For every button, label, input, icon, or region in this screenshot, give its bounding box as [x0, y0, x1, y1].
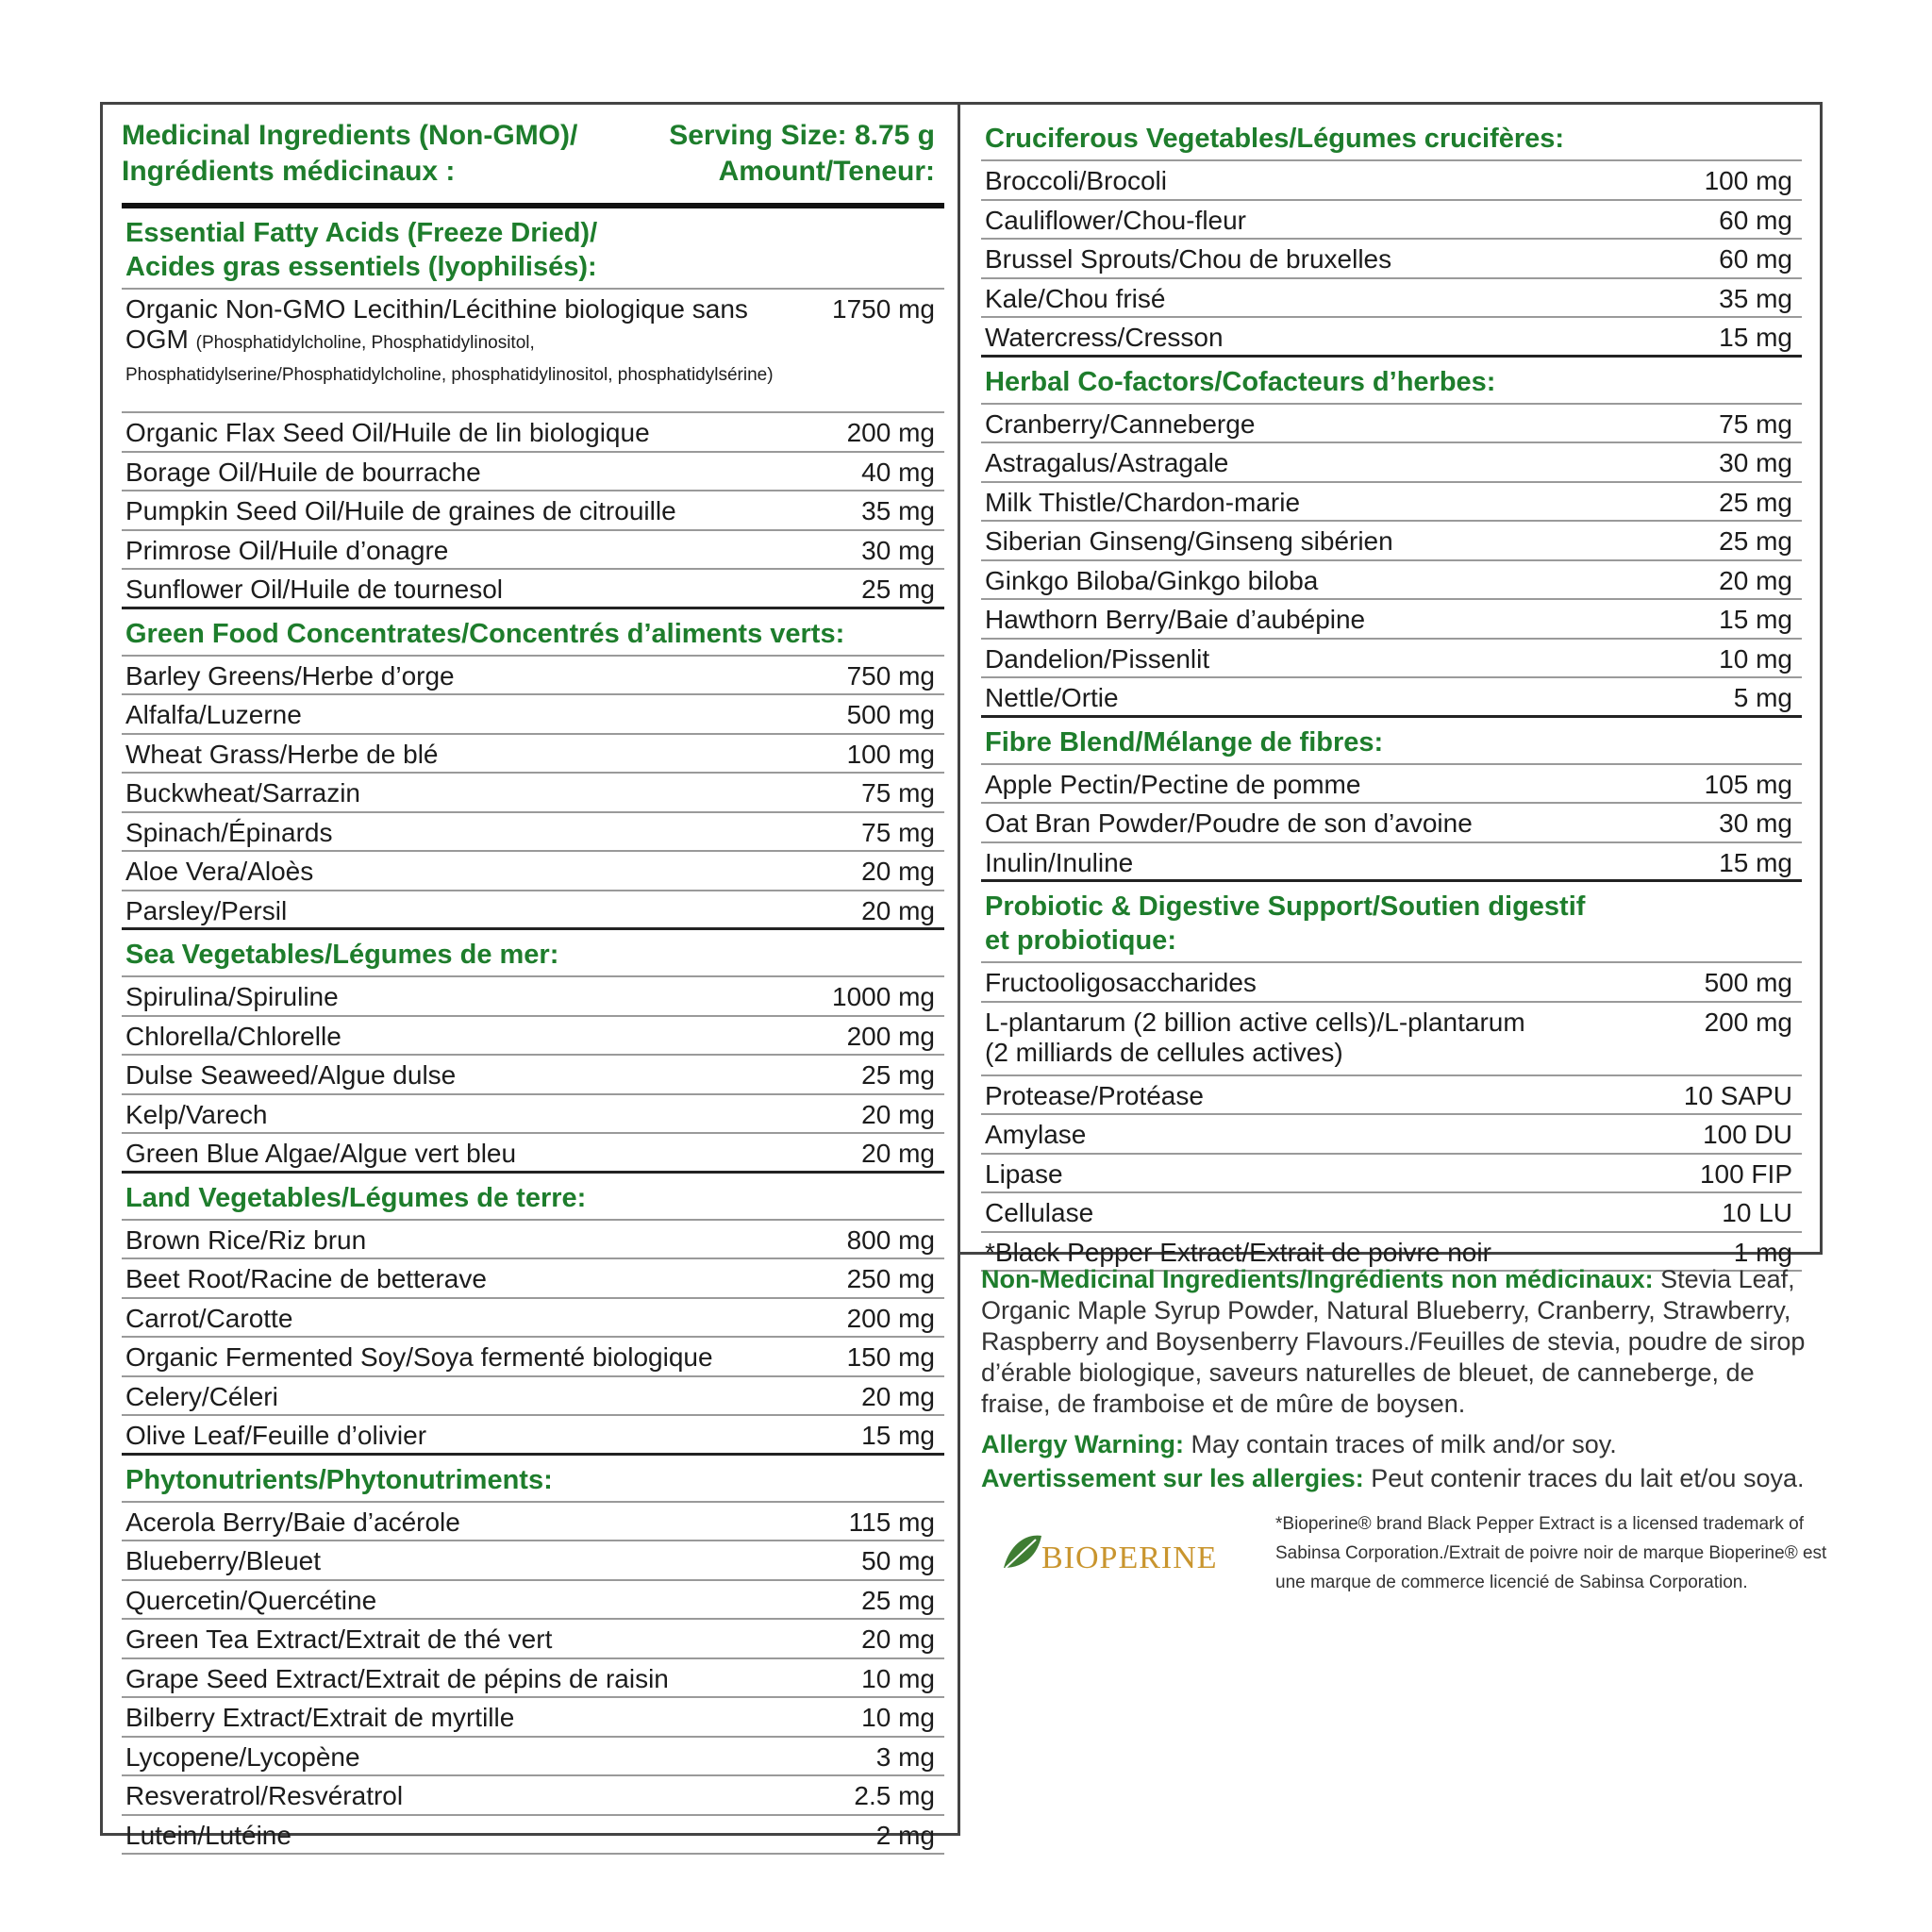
ingredient-amount: 2 mg	[875, 1820, 935, 1850]
ingredient-amount: 5 mg	[1733, 683, 1792, 712]
table-title: Medicinal Ingredients (Non-GMO)/ Ingrédients médicinaux :	[122, 120, 578, 187]
ingredient-name: Kale/Chou frisé	[985, 283, 1166, 313]
ingredient-name: Ginkgo Biloba/Ginkgo biloba	[985, 565, 1319, 595]
ingredient-row	[122, 813, 944, 853]
ingredient-name: Cranberry/Canneberge	[985, 408, 1256, 439]
ingredient-row	[981, 240, 1802, 279]
ingredient-name: Grape Seed Extract/Extrait de pépins de raisin	[125, 1663, 669, 1693]
ingredient-name: Milk Thistle/Chardon-marie	[985, 487, 1301, 517]
ingredient-name: Quercetin/Quercétine	[125, 1585, 377, 1615]
bioperine-trademark-note: *Bioperine® brand Black Pepper Extract is a licensed trademark of Sabinsa Corporation./Extrait de poivre noir de marque Bioperine® est une marque de commerce licencié de Sabinsa Corporation.	[1275, 1514, 1827, 1592]
ingredient-amount: 1000 mg	[832, 982, 935, 1011]
ingredient-row	[122, 852, 944, 891]
ingredient-row	[122, 1541, 944, 1581]
serving-size: Serving Size: 8.75 g Amount/Teneur:	[669, 120, 935, 187]
ingredient-name: Astragalus/Astragale	[985, 448, 1229, 477]
bioperine-logo-text: BIOPERINE	[1041, 1541, 1218, 1575]
ingredient-name: Amylase	[985, 1120, 1087, 1149]
ingredient-name: Chlorella/Chlorelle	[125, 1021, 341, 1051]
ingredient-name: Primrose Oil/Huile d’onagre	[125, 535, 449, 565]
ingredient-amount: 15 mg	[1719, 605, 1792, 634]
ingredient-row	[981, 804, 1802, 843]
ingredient-amount: 25 mg	[861, 1585, 935, 1615]
ingredient-name: Beet Root/Racine de betterave	[125, 1264, 487, 1293]
ingredient-name: L-plantarum (2 billion active cells)/L-plantarum (2 milliards de cellules actives)	[985, 1007, 1525, 1067]
ingredient-amount: 30 mg	[861, 535, 935, 565]
ingredient-row	[122, 1581, 944, 1621]
ingredient-name: Organic Fermented Soy/Soya fermenté biologique	[125, 1342, 713, 1372]
ingredient-amount: 40 mg	[861, 457, 935, 487]
ingredient-name: Olive Leaf/Feuille d’olivier	[125, 1421, 427, 1450]
ingredient-amount: 150 mg	[846, 1342, 935, 1372]
ingredient-amount: 10 mg	[861, 1663, 935, 1693]
ingredient-amount: 115 mg	[848, 1507, 935, 1537]
ingredient-amount: 15 mg	[1719, 323, 1792, 352]
ingredient-amount: 25 mg	[861, 575, 935, 604]
ingredient-amount: 50 mg	[861, 1546, 935, 1575]
ingredient-name: Organic Non-GMO Lecithin/Lécithine biologique sans OGM (Phosphatidylcholine, Phosphatidylinositol, Phosphatidylserine/Phosphatidylcholine, phosphatidylinositol, phosphatidylsérine)	[125, 294, 774, 385]
ingredient-row	[122, 491, 944, 531]
ingredient-row	[981, 522, 1802, 561]
ingredient-name: *Black Pepper Extract/Extrait de poivre noir	[985, 1237, 1491, 1267]
ingredient-amount: 20 mg	[861, 1624, 935, 1654]
ingredient-amount: 20 mg	[861, 857, 935, 886]
ingredient-amount: 20 mg	[861, 895, 935, 925]
ingredient-amount: 20 mg	[1719, 565, 1792, 595]
section-heading-herbal: Herbal Co-factors/Cofacteurs d’herbes:	[981, 358, 1802, 405]
ingredient-amount: 2.5 mg	[854, 1781, 935, 1810]
ingredient-amount: 1750 mg	[832, 294, 935, 324]
ingredient-name: Inulin/Inuline	[985, 847, 1134, 877]
medicinal-ingredients-panel-continued	[960, 102, 1823, 1267]
ingredient-row	[122, 1299, 944, 1339]
ingredient-row	[122, 570, 944, 609]
ingredient-amount: 25 mg	[1719, 487, 1792, 517]
non-medicinal-text: Non-Medicinal Ingredients/Ingrédients non médicinaux: Stevia Leaf, Organic Maple Syrup Powder, Natural Blueberry, Cranberry, Strawberry, Raspberry and Boysenberry Flavours./Feuilles de stevia, poudre de sirop d’érable biologique, saveurs naturelles de bleuet, de canneberge, de fraise, de framboise et de mûre de boysen.	[981, 1265, 1806, 1418]
ingredient-row	[981, 483, 1802, 523]
ingredient-name: Sunflower Oil/Huile de tournesol	[125, 575, 503, 604]
ingredient-name: Alfalfa/Luzerne	[125, 700, 302, 729]
ingredient-row	[981, 1115, 1802, 1155]
ingredient-amount: 100 FIP	[1699, 1158, 1792, 1189]
ingredient-row	[981, 201, 1802, 241]
ingredient-name: Cellulase	[985, 1198, 1094, 1227]
ingredient-amount: 35 mg	[1719, 283, 1792, 313]
ingredient-amount: 200 mg	[846, 1021, 935, 1051]
section-heading-land-vegetables: Land Vegetables/Légumes de terre:	[122, 1174, 944, 1221]
ingredient-name: Apple Pectin/Pectine de pomme	[985, 769, 1361, 799]
ingredient-row	[122, 1095, 944, 1135]
ingredient-row	[122, 774, 944, 813]
ingredient-row	[981, 318, 1802, 358]
ingredient-amount: 200 mg	[1704, 1007, 1792, 1037]
ingredient-amount: 30 mg	[1719, 808, 1792, 838]
ingredient-row	[122, 1221, 944, 1260]
ingredient-name: Protease/Protéase	[985, 1080, 1204, 1110]
ingredient-name: Watercress/Cresson	[985, 323, 1224, 352]
ingredient-amount: 250 mg	[846, 1264, 935, 1293]
ingredient-amount: 25 mg	[1719, 526, 1792, 556]
ingredient-amount: 3 mg	[875, 1741, 935, 1772]
ingredient-amount: 500 mg	[1704, 968, 1792, 997]
ingredient-name: Spinach/Épinards	[125, 817, 333, 847]
ingredient-row	[981, 405, 1802, 444]
medicinal-ingredients-panel	[100, 102, 960, 1850]
ingredient-name: Siberian Ginseng/Ginseng sibérien	[985, 526, 1393, 556]
ingredient-amount: 105 mg	[1704, 769, 1792, 799]
ingredient-name: Green Tea Extract/Extrait de thé vert	[125, 1624, 553, 1654]
section-heading-cruciferous: Cruciferous Vegetables/Légumes crucifères:	[981, 105, 1802, 161]
ingredient-name: Carrot/Carotte	[125, 1303, 293, 1333]
ingredient-row	[981, 561, 1802, 601]
ingredient-name: Broccoli/Brocoli	[985, 166, 1167, 195]
ingredient-name: Oat Bran Powder/Poudre de son d’avoine	[985, 808, 1473, 838]
ingredient-name: Pumpkin Seed Oil/Huile de graines de citrouille	[125, 496, 676, 525]
ingredient-row	[122, 1416, 944, 1456]
ingredient-amount: 60 mg	[1719, 205, 1792, 235]
ingredient-row	[122, 1776, 944, 1816]
ingredient-amount: 200 mg	[846, 418, 935, 447]
ingredient-row	[122, 1017, 944, 1057]
ingredient-name: Resveratrol/Resvératrol	[125, 1781, 404, 1810]
ingredient-row	[981, 1003, 1802, 1076]
ingredient-row	[981, 161, 1802, 201]
ingredient-row	[981, 963, 1802, 1003]
ingredient-amount: 25 mg	[861, 1060, 935, 1090]
ingredient-name: Dulse Seaweed/Algue dulse	[125, 1060, 457, 1090]
ingredient-amount: 100 DU	[1703, 1120, 1792, 1149]
ingredient-amount: 100 mg	[846, 739, 935, 769]
ingredient-amount: 15 mg	[861, 1421, 935, 1450]
ingredient-row	[981, 600, 1802, 640]
ingredient-amount: 20 mg	[861, 1099, 935, 1129]
ingredient-amount: 800 mg	[846, 1224, 935, 1255]
ingredient-row	[981, 1193, 1802, 1233]
ingredient-row	[122, 1698, 944, 1738]
ingredient-amount: 75 mg	[1719, 408, 1792, 439]
non-medicinal-ingredients	[981, 1264, 1830, 1495]
ingredient-name: Nettle/Ortie	[985, 683, 1119, 712]
ingredient-row	[122, 735, 944, 774]
ingredient-name: Borage Oil/Huile de bourrache	[125, 457, 481, 487]
ingredient-name: Organic Flax Seed Oil/Huile de lin biologique	[125, 418, 650, 447]
ingredient-name: Buckwheat/Sarrazin	[125, 778, 361, 808]
ingredient-name: Brown Rice/Riz brun	[125, 1224, 367, 1255]
ingredient-row	[981, 1155, 1802, 1194]
ingredient-amount: 1 mg	[1733, 1237, 1792, 1267]
ingredient-row	[122, 1134, 944, 1174]
section-heading-essential-fatty-acids: Essential Fatty Acids (Freeze Dried)/ Acides gras essentiels (lyophilisés):	[122, 208, 944, 290]
ingredient-row	[981, 1076, 1802, 1116]
ingredient-amount: 10 mg	[1719, 643, 1792, 674]
ingredient-row	[122, 290, 944, 413]
ingredient-amount: 10 LU	[1722, 1198, 1792, 1227]
ingredient-amount: 10 mg	[861, 1703, 935, 1732]
ingredient-row	[122, 977, 944, 1017]
ingredient-row	[122, 453, 944, 492]
ingredient-name: Brussel Sprouts/Chou de bruxelles	[985, 244, 1392, 274]
ingredient-amount: 500 mg	[846, 700, 935, 729]
ingredient-amount: 75 mg	[861, 817, 935, 847]
ingredient-row	[122, 531, 944, 571]
ingredient-row	[122, 657, 944, 696]
ingredient-name: Acerola Berry/Baie d’acérole	[125, 1507, 460, 1537]
ingredient-row	[122, 1338, 944, 1377]
ingredient-row	[981, 765, 1802, 805]
ingredient-amount: 30 mg	[1719, 448, 1792, 477]
ingredient-amount: 35 mg	[861, 496, 935, 525]
ingredient-amount: 60 mg	[1719, 244, 1792, 274]
section-heading-probiotic: Probiotic & Digestive Support/Soutien digestif et probiotique:	[981, 882, 1802, 963]
ingredient-amount: 75 mg	[861, 778, 935, 808]
ingredient-row	[981, 279, 1802, 319]
section-heading-phytonutrients: Phytonutrients/Phytonutriments:	[122, 1456, 944, 1503]
ingredient-row	[122, 1659, 944, 1699]
ingredient-name: Spirulina/Spiruline	[125, 982, 339, 1011]
ingredient-name: Lipase	[985, 1158, 1063, 1189]
ingredient-row	[122, 1620, 944, 1659]
bioperine-logo	[998, 1526, 1264, 1579]
ingredient-name: Lycopene/Lycopène	[125, 1741, 360, 1772]
ingredient-row	[981, 443, 1802, 483]
ingredient-row	[122, 1816, 944, 1856]
section-heading-fibre: Fibre Blend/Mélange de fibres:	[981, 718, 1802, 765]
ingredient-amount: 750 mg	[846, 660, 935, 691]
ingredient-row	[981, 843, 1802, 883]
section-heading-green-food: Green Food Concentrates/Concentrés d’aliments verts:	[122, 609, 944, 657]
ingredient-row	[122, 1056, 944, 1095]
ingredient-amount: 100 mg	[1704, 166, 1792, 195]
ingredient-row	[122, 1738, 944, 1777]
ingredient-row	[981, 678, 1802, 718]
ingredient-name: Aloe Vera/Aloès	[125, 857, 314, 886]
ingredient-row	[122, 1503, 944, 1542]
ingredient-amount: 200 mg	[846, 1303, 935, 1333]
ingredient-row	[122, 1259, 944, 1299]
ingredient-name: Dandelion/Pissenlit	[985, 643, 1210, 674]
ingredient-name: Green Blue Algae/Algue vert bleu	[125, 1139, 517, 1168]
ingredient-amount: 15 mg	[1719, 847, 1792, 877]
ingredient-name: Lutein/Lutéine	[125, 1820, 291, 1850]
ingredient-name: Bilberry Extract/Extrait de myrtille	[125, 1703, 515, 1732]
ingredient-row	[122, 1377, 944, 1417]
allergy-warning: Allergy Warning: May contain traces of milk and/or soy. Avertissement sur les allergies: Peut contenir traces du lait et/ou soya.	[981, 1430, 1805, 1492]
ingredient-name: Cauliflower/Chou-fleur	[985, 205, 1247, 235]
ingredient-name: Fructooligosaccharides	[985, 968, 1257, 997]
ingredient-name: Kelp/Varech	[125, 1099, 268, 1129]
ingredient-amount: 10 SAPU	[1683, 1080, 1792, 1110]
ingredient-name: Blueberry/Bleuet	[125, 1546, 322, 1575]
ingredient-name: Barley Greens/Herbe d’orge	[125, 660, 455, 691]
ingredient-row	[122, 413, 944, 453]
ingredient-name: Celery/Céleri	[125, 1381, 278, 1411]
ingredient-name: Hawthorn Berry/Baie d’aubépine	[985, 605, 1366, 634]
ingredient-name: Parsley/Persil	[125, 895, 288, 925]
table-header	[122, 105, 944, 208]
ingredient-amount: 20 mg	[861, 1139, 935, 1168]
ingredient-row	[981, 640, 1802, 679]
ingredient-amount: 20 mg	[861, 1381, 935, 1411]
ingredient-row	[122, 695, 944, 735]
section-heading-sea-vegetables: Sea Vegetables/Légumes de mer:	[122, 930, 944, 977]
ingredient-row	[122, 891, 944, 931]
ingredient-name: Wheat Grass/Herbe de blé	[125, 739, 439, 769]
